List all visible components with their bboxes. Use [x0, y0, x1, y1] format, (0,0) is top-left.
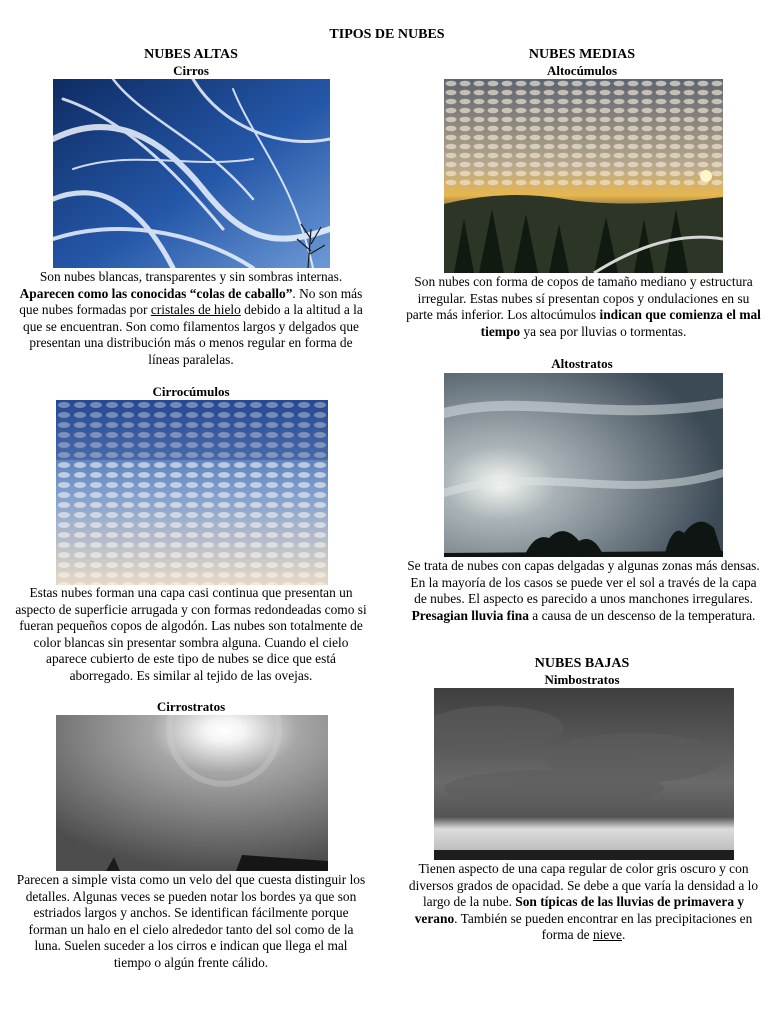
altostratos-bold-text: Presagian lluvia fina [411, 607, 529, 623]
nimbostratos-underlined-text: nieve [592, 927, 622, 942]
subheading-cirrocumulos: Cirrocúmulos [152, 384, 230, 399]
cirrostratos-description: Parecen a simple vista como un velo del que cuesta distinguir los detalles. Algunas veces se pueden notar los bordes ya que son estriados largos y anchos. Se identifican fácilmente porque forman un halo en el cielo alrededor tanto del sol como de la luna. Suelen suceder a los cirros e indican que llega el mal tiempo o algún frente cálido. [16, 872, 366, 970]
altostratos-text-1: Se trata de nubes con capas delgadas y algunas zonas más densas. En la mayoría de los casos se puede ver el sol a través de la capa de nubes. El aspecto es parecido a unos manchones irregulares. [407, 558, 760, 606]
altocumulos-text-1: Son nubes con forma de copos de tamaño mediano y estructura irregular. Estas nubes sí presentan copos y ondulaciones en su parte más inferior. Los altocúmulos [406, 274, 753, 322]
altocumulos-description [405, 274, 762, 340]
cirrostratos-photo [56, 715, 328, 871]
cirrocumulos-description: Estas nubes forman una capa casi continua que presentan un aspecto de superficie arrugada y con formas redondeadas como si fueran pequeños copos de algodón. Las nubes son totalmente de color blancas sin presentar sombra alguna. Cuando el cielo aparece cubierto de este tipo de nubes se dice que está aborregado. Es similar al tejido de las ovejas. [15, 585, 367, 683]
nimbostratos-description [405, 861, 762, 944]
nimbostratos-photo [434, 688, 734, 860]
altocumulos-photo [444, 79, 723, 273]
altostratos-text-2: a causa de un descenso de la temperatura. [528, 607, 756, 623]
cirros-bold-text: Aparecen como las conocidas “colas de caballo” [19, 285, 293, 301]
nimbostratos-text-2: . También se pueden encontrar en las precipitaciones en forma de [454, 910, 753, 942]
heading-nubes-medias: NUBES MEDIAS [528, 47, 636, 62]
altocumulos-bold-text: indican que comienza el mal tiempo [480, 307, 761, 339]
altostratos-photo [444, 373, 723, 557]
heading-nubes-altas: NUBES ALTAS [144, 47, 238, 62]
subheading-altostratos: Altostratos [551, 356, 613, 371]
altostratos-description [405, 558, 762, 624]
cirrocumulos-photo [56, 400, 328, 585]
subheading-cirros: Cirros [173, 63, 209, 78]
nimbostratos-text-3: . [621, 927, 626, 942]
altocumulos-text-2: ya sea por lluvias o tormentas. [520, 323, 687, 339]
heading-nubes-bajas: NUBES BAJAS [534, 656, 630, 671]
cirros-text-1: Son nubes blancas, transparentes y sin sombras internas. [39, 269, 343, 284]
nimbostratos-text-1: Tienen aspecto de una capa regular de color gris oscuro y con diversos grados de opacidad. Se debe a que varía la densidad a lo largo de la nube. [408, 861, 759, 909]
subheading-altocumulos: Altocúmulos [546, 63, 618, 78]
subheading-cirrostratos: Cirrostratos [156, 699, 226, 714]
cirros-text-2: . No son más que nubes formadas por [19, 285, 363, 317]
page-title: TIPOS DE NUBES [329, 27, 445, 42]
subheading-nimbostratos: Nimbostratos [544, 672, 620, 687]
cirros-description [15, 269, 367, 368]
nimbostratos-bold-text: Son típicas de las lluvias de primavera y verano [414, 894, 745, 926]
cirros-photo [53, 79, 330, 268]
cirros-text-3: debido a la altitud a la que se encuentran. Son como filamentos largos y delgados que presentan una distribución más o menos regular en forma de líneas paralelas. [23, 302, 363, 367]
cirros-underlined-text: cristales de hielo [150, 302, 241, 317]
